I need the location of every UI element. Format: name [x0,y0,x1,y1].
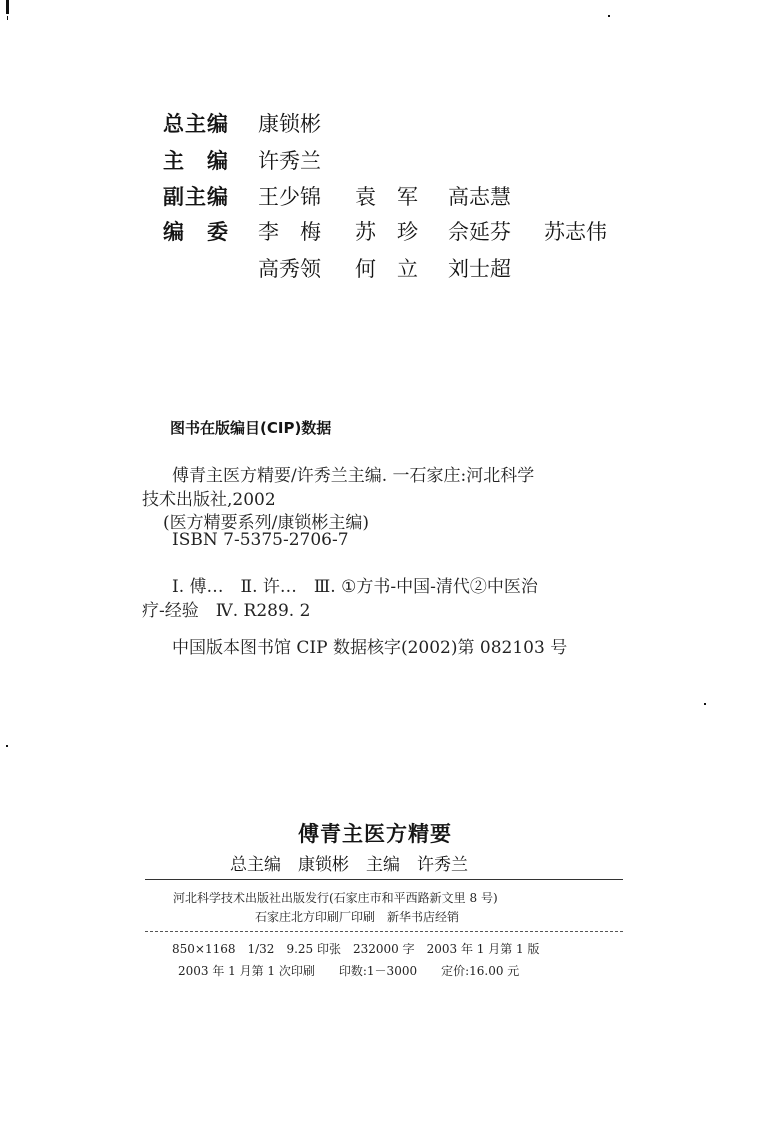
scan-mark [7,16,8,20]
divider [145,931,623,932]
deputy-editor-name: 高志慧 [448,185,511,209]
committee-label: 编 委 [163,220,229,244]
cip-line: Ⅰ. 傅… Ⅱ. 许… Ⅲ. ①方书-中国-清代②中医治 [172,577,538,597]
scan-mark [6,0,9,14]
editor-label: 主 编 [163,149,229,173]
committee-member: 何 立 [355,257,418,281]
chief-editor-label: 总主编 [163,112,229,136]
committee-member: 苏志伟 [544,220,607,244]
editor-name: 许秀兰 [258,149,321,173]
cip-line: 中国版本图书馆 CIP 数据核字(2002)第 082103 号 [172,638,568,658]
deputy-editor-name: 王少锦 [258,185,321,209]
colophon-editors: 总主编 康锁彬 主编 许秀兰 [230,855,468,875]
committee-member: 佘延芬 [448,220,511,244]
scan-speck [704,703,706,705]
deputy-editors-label: 副主编 [163,185,229,209]
committee-member: 刘士超 [448,257,511,281]
committee-member: 李 梅 [258,220,321,244]
cip-line: (医方精要系列/康锁彬主编) [163,513,369,533]
scan-speck [608,15,610,17]
cip-line: ISBN 7-5375-2706-7 [172,530,349,550]
committee-member: 苏 珍 [355,220,418,244]
spec-line: 850×1168 1/32 9.25 印张 232000 字 2003 年 1 月第 1 版 [172,942,540,956]
printer-line: 石家庄北方印刷厂印刷 新华书店经销 [255,910,460,924]
cip-line: 技术出版社,2002 [142,490,276,510]
committee-member: 高秀领 [258,257,321,281]
cip-heading: 图书在版编目(CIP)数据 [170,419,332,437]
book-title: 傅青主医方精要 [298,821,452,846]
publisher-line: 河北科学技术出版社出版发行(石家庄市和平西路新文里 8 号) [173,891,498,905]
deputy-editor-name: 袁 军 [355,185,418,209]
print-line: 2003 年 1 月第 1 次印刷 印数:1－3000 定价:16.00 元 [178,964,520,978]
scan-speck [6,745,8,747]
chief-editor-name: 康锁彬 [258,112,321,136]
divider [145,879,623,880]
cip-line: 疗-经验 Ⅳ. R289. 2 [142,601,311,621]
cip-line: 傅青主医方精要/许秀兰主编. 一石家庄:河北科学 [172,466,535,486]
